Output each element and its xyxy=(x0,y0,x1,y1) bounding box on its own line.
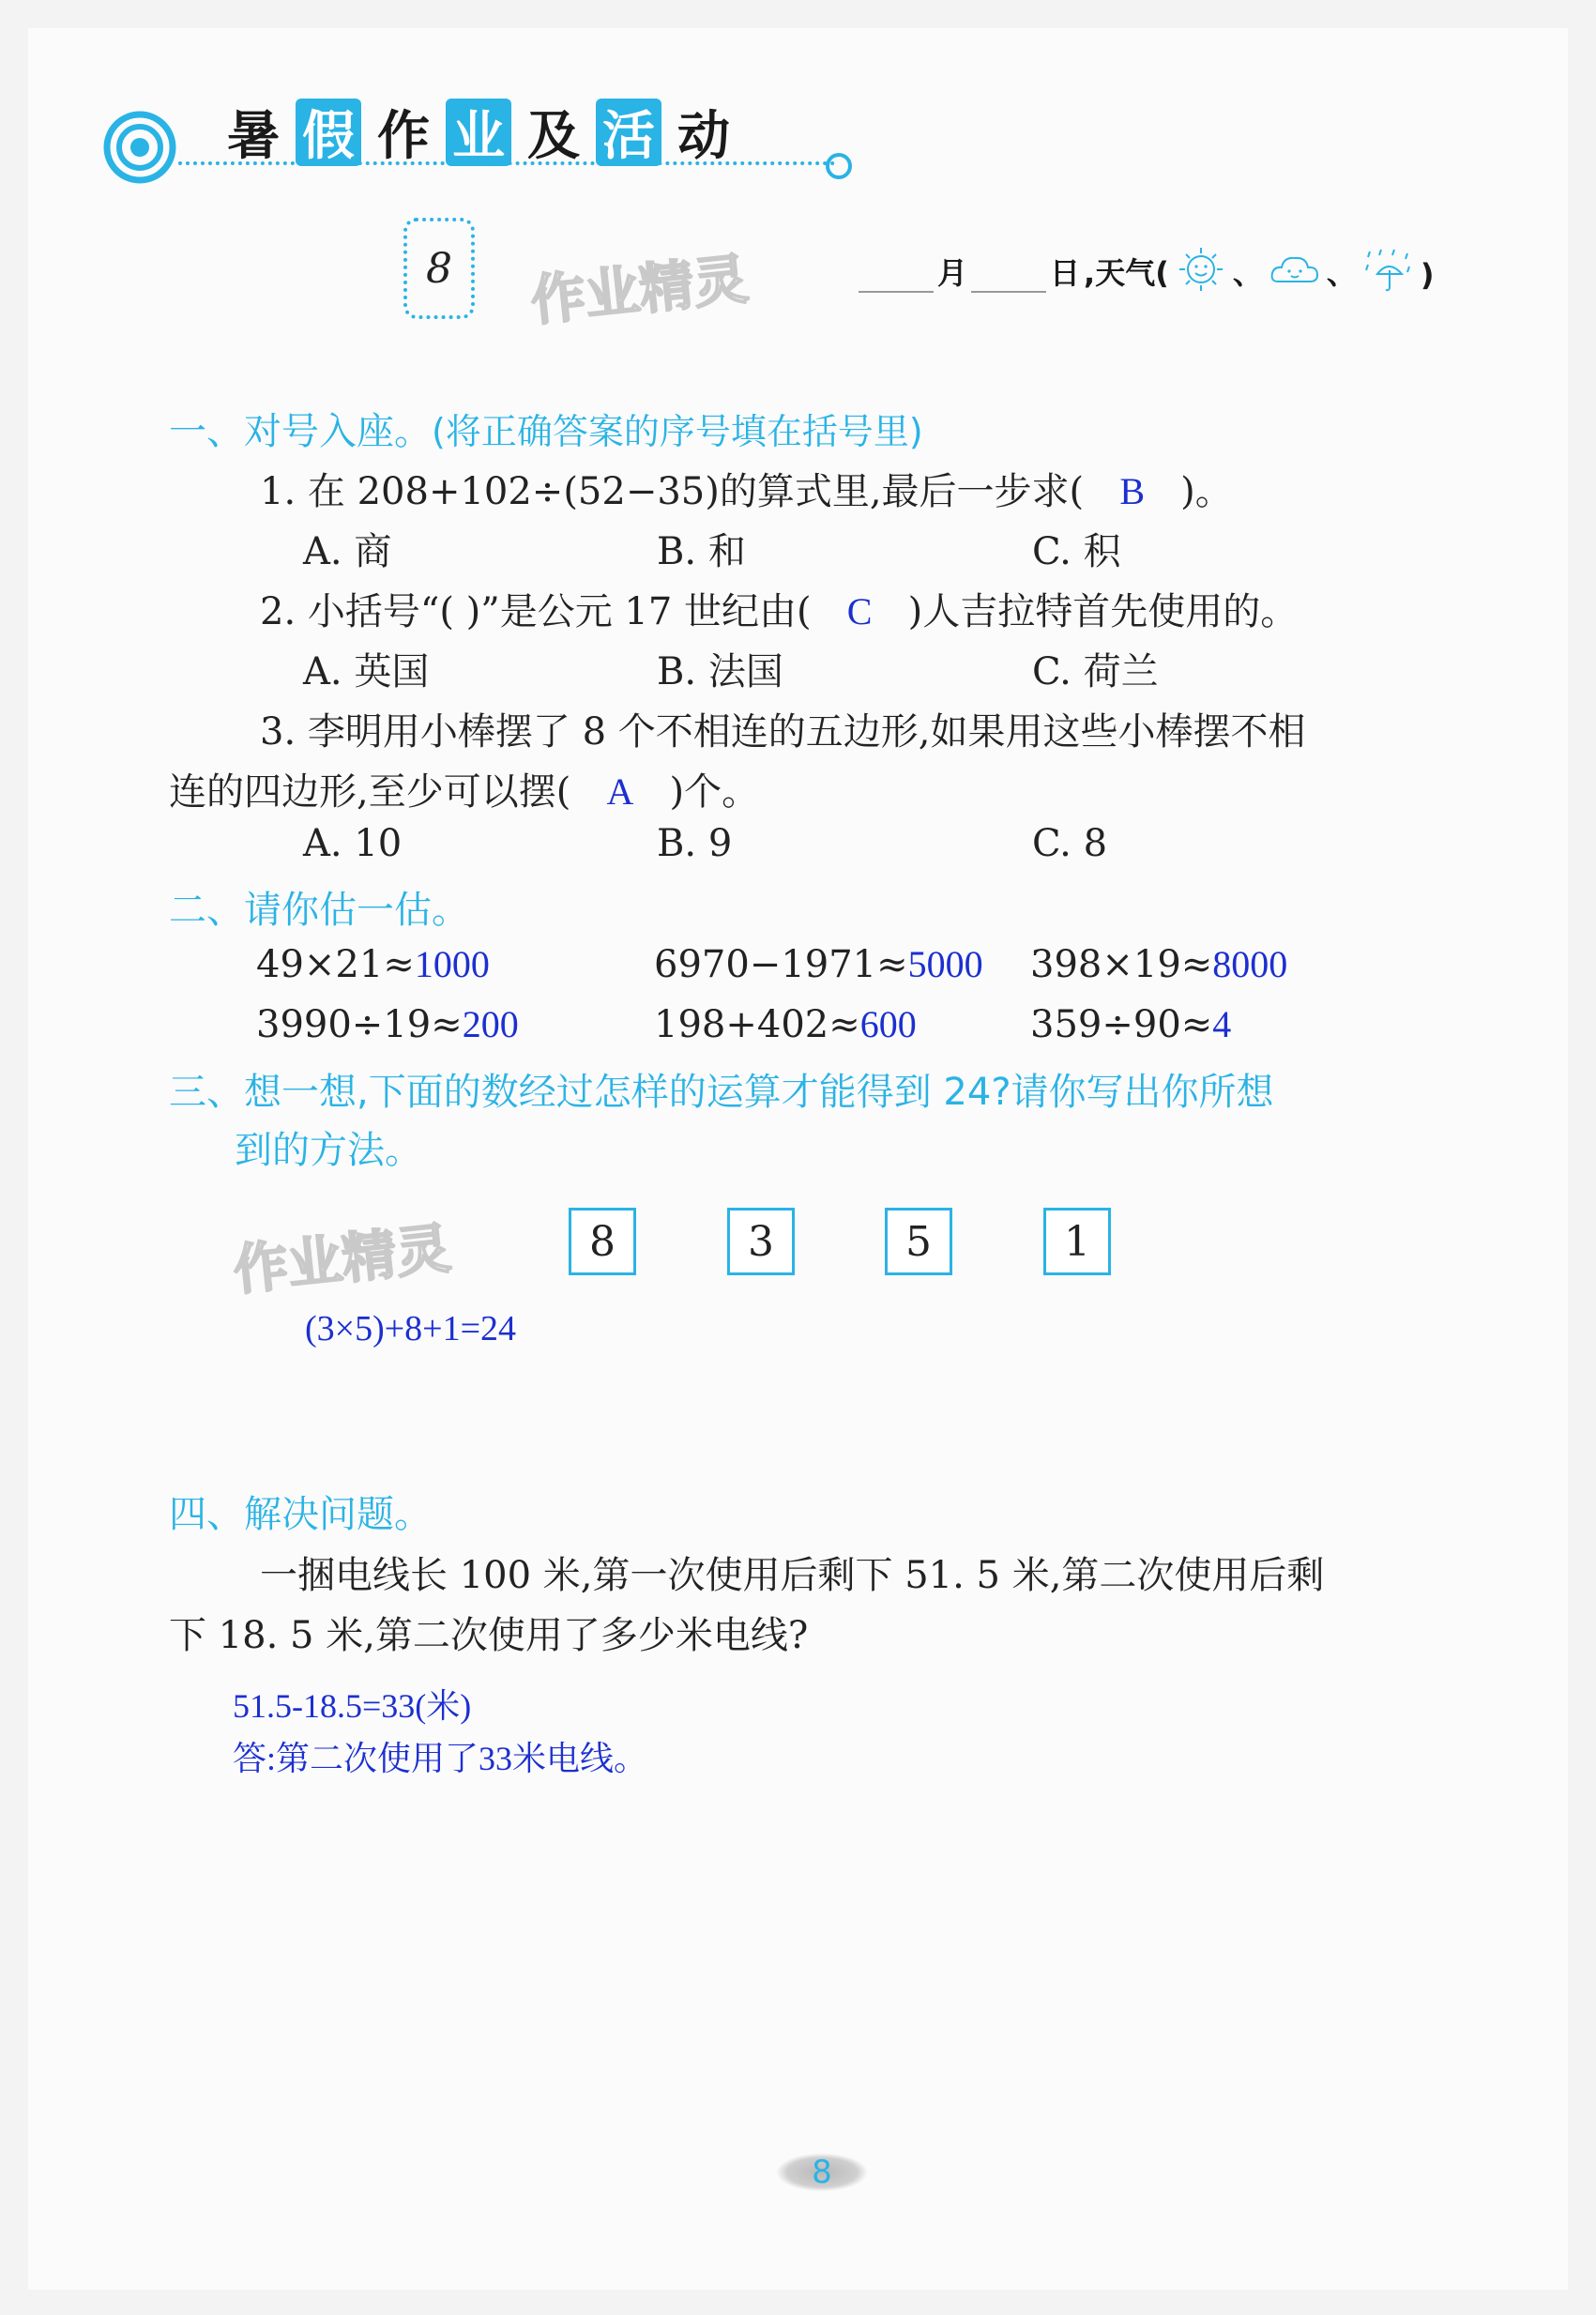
header-char: 动 xyxy=(677,106,730,167)
q1-option-c: C. 积 xyxy=(1032,530,1121,573)
estimate-answer: 5000 xyxy=(907,943,983,985)
q2-option-c: C. 荷兰 xyxy=(1032,650,1159,693)
month-blank[interactable] xyxy=(859,259,934,293)
question-1-text: 1. 在 208+102÷(52−35)的算式里,最后一步求( xyxy=(260,470,1085,513)
solution-answer: 答:第二次使用了33米电线。 xyxy=(233,1740,648,1777)
header-char: 暑 xyxy=(227,106,280,167)
estimate-item xyxy=(256,1002,519,1046)
weather-label: ,天气( xyxy=(1084,255,1169,291)
sun-icon[interactable] xyxy=(1173,246,1229,293)
watermark: 作业精灵 xyxy=(527,247,752,333)
section3-heading-line2: 到的方法。 xyxy=(235,1129,422,1172)
q2-option-b: B. 法国 xyxy=(657,650,783,693)
header-dotted-line xyxy=(178,161,835,165)
weather-close: ) xyxy=(1420,257,1435,293)
cloud-icon[interactable] xyxy=(1267,246,1323,293)
estimate-expr: 6970−1971≈ xyxy=(654,943,908,986)
section3-answer: (3×5)+8+1=24 xyxy=(305,1309,517,1348)
question-3-line2 xyxy=(169,762,759,815)
estimate-answer: 600 xyxy=(859,1003,917,1045)
estimate-item xyxy=(654,942,983,986)
number-card: 5 xyxy=(885,1208,952,1275)
number-card: 1 xyxy=(1043,1208,1111,1275)
estimate-item xyxy=(256,942,490,986)
estimate-expr: 3990÷19≈ xyxy=(256,1003,463,1046)
section1-heading xyxy=(169,402,923,455)
answer-3: A xyxy=(606,770,634,813)
weather-separator: 、 xyxy=(1326,255,1357,291)
q3-option-b: B. 9 xyxy=(657,822,733,865)
q3-option-c: C. 8 xyxy=(1032,822,1108,865)
q1-option-a: A. 商 xyxy=(303,530,392,573)
estimate-answer: 8000 xyxy=(1212,943,1288,985)
estimate-expr: 198+402≈ xyxy=(654,1003,860,1046)
question-2-tail: )人吉拉特首先使用的。 xyxy=(907,590,1299,633)
date-weather-line xyxy=(859,246,1434,293)
problem-line1: 一捆电线长 100 米,第一次使用后剩下 51. 5 米,第二次使用后剩 xyxy=(260,1554,1325,1597)
rain-icon[interactable] xyxy=(1360,246,1417,293)
estimate-item xyxy=(654,1002,917,1046)
question-3-line1: 3. 李明用小棒摆了 8 个不相连的五边形,如果用这些小棒摆不相 xyxy=(260,710,1306,754)
watermark: 作业精灵 xyxy=(230,1216,454,1302)
lesson-number-badge: 8 xyxy=(403,218,475,319)
question-1 xyxy=(260,462,1233,515)
header-char: 活 xyxy=(596,99,661,166)
header-line-end-icon xyxy=(826,153,852,179)
answer-1: B xyxy=(1119,470,1146,512)
estimate-expr: 49×21≈ xyxy=(256,943,415,986)
number-card: 8 xyxy=(569,1208,636,1275)
q2-option-a: A. 英国 xyxy=(303,650,430,693)
q1-option-b: B. 和 xyxy=(657,530,746,573)
section1-title: 一、对号入座。 xyxy=(169,410,432,453)
number-card: 3 xyxy=(727,1208,795,1275)
section2-heading: 二、请你估一估。 xyxy=(169,889,469,932)
header-char: 及 xyxy=(527,106,580,167)
section1-note: (将正确答案的序号填在括号里) xyxy=(432,411,923,452)
estimate-expr: 359÷90≈ xyxy=(1030,1003,1213,1046)
problem-line2: 下 18. 5 米,第二次使用了多少米电线? xyxy=(169,1614,809,1657)
page-number: 8 xyxy=(777,2154,867,2191)
header-char: 假 xyxy=(296,99,361,166)
estimate-answer: 1000 xyxy=(414,943,490,985)
question-2-text: 2. 小括号“( )”是公元 17 世纪由( xyxy=(260,590,812,633)
header-char: 作 xyxy=(377,106,430,167)
estimate-item xyxy=(1030,942,1287,986)
estimate-answer: 200 xyxy=(462,1003,519,1045)
solution-calculation: 51.5-18.5=33(米) xyxy=(233,1687,472,1725)
section4-heading: 四、解决问题。 xyxy=(169,1493,432,1536)
header-char: 业 xyxy=(446,99,511,166)
section3-heading-line1: 三、想一想,下面的数经过怎样的运算才能得到 24?请你写出你所想 xyxy=(169,1071,1274,1114)
month-label: 月 xyxy=(937,255,968,291)
q3-option-a: A. 10 xyxy=(303,822,403,865)
estimate-expr: 398×19≈ xyxy=(1030,943,1213,986)
estimate-answer: 4 xyxy=(1212,1003,1232,1045)
question-2 xyxy=(260,582,1298,635)
day-blank[interactable] xyxy=(971,259,1046,293)
header-title xyxy=(220,99,737,166)
day-label: 日 xyxy=(1050,255,1081,291)
weather-separator: 、 xyxy=(1232,255,1263,291)
target-ring-icon xyxy=(103,111,176,184)
question-3-text: 连的四边形,至少可以摆( xyxy=(169,770,571,814)
question-1-tail: )。 xyxy=(1180,470,1233,513)
answer-2: C xyxy=(846,590,873,632)
question-3-tail: )个。 xyxy=(669,770,760,814)
estimate-item xyxy=(1030,1002,1231,1046)
